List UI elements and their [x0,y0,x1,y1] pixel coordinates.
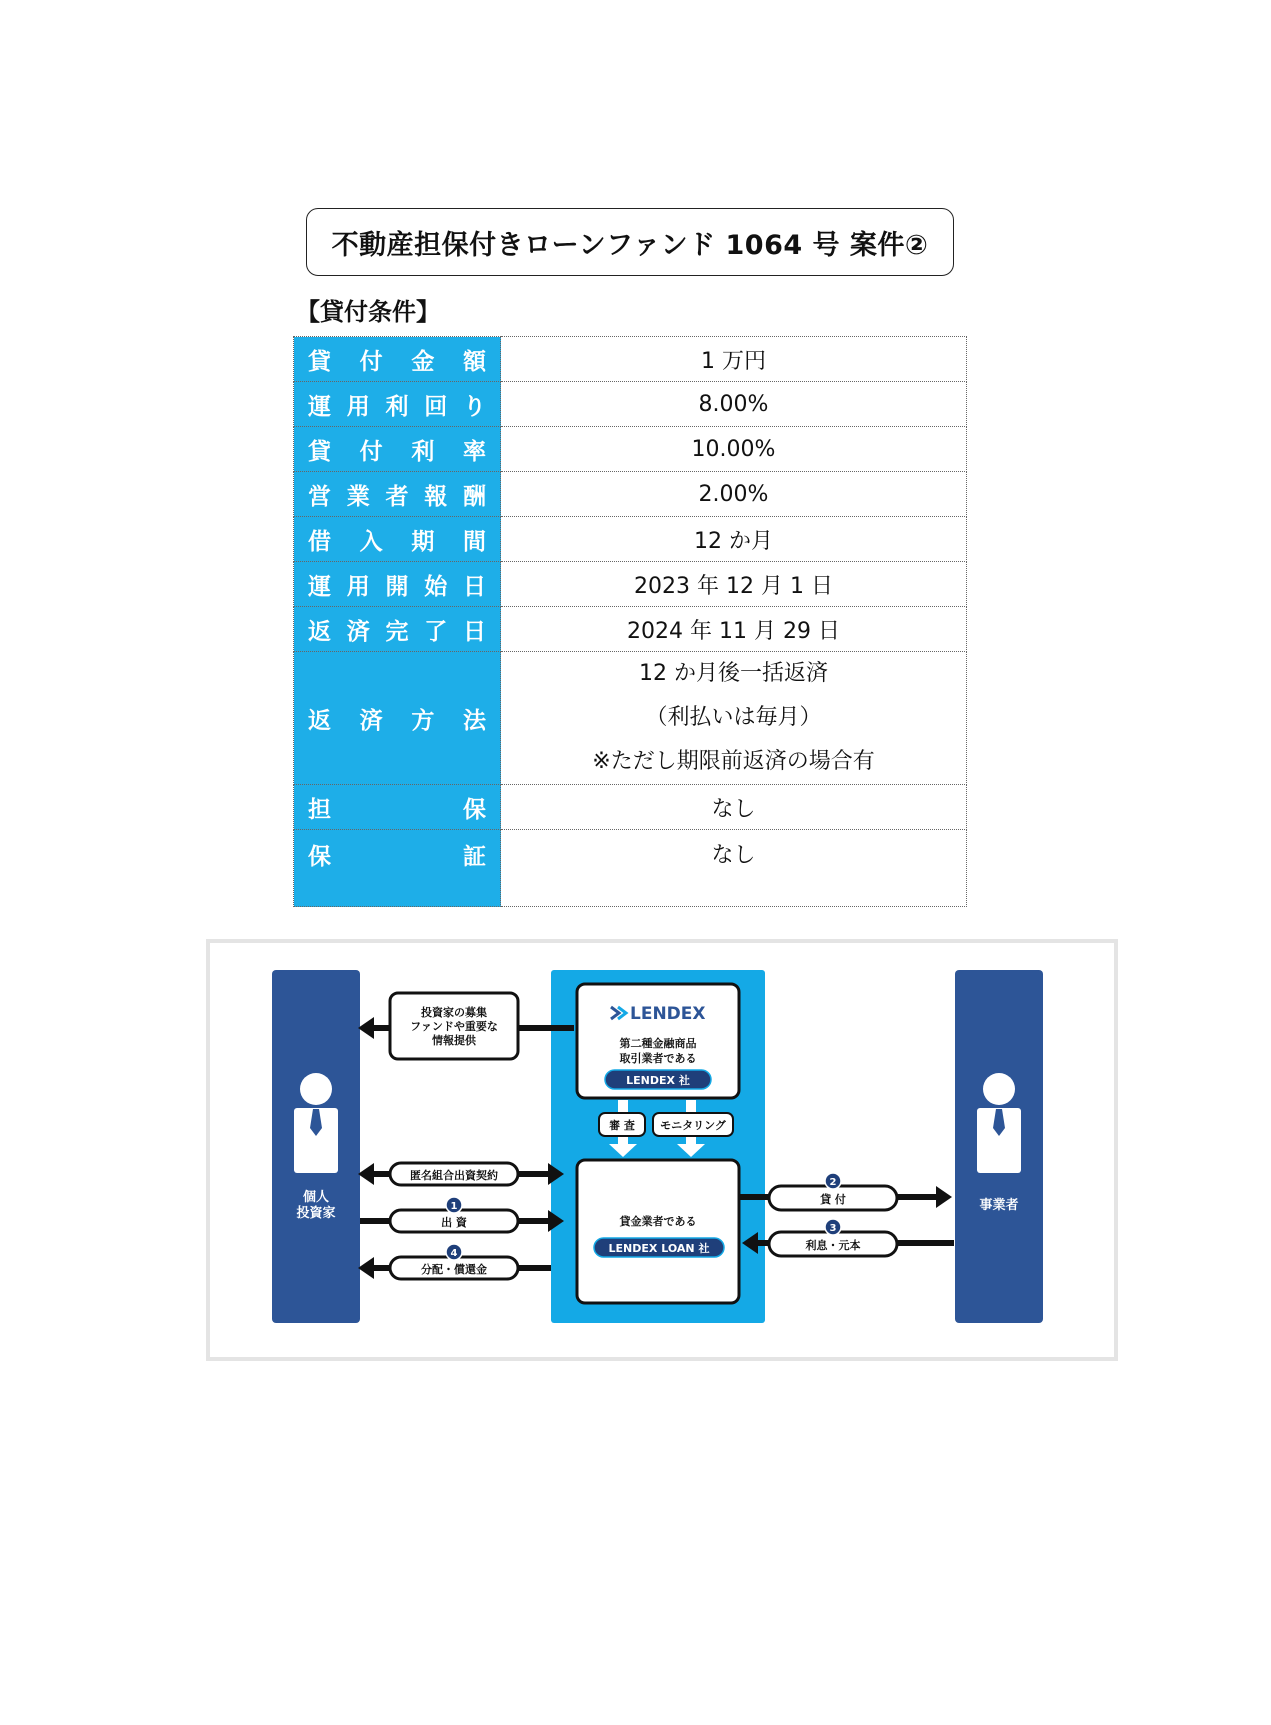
lendex-badge: LENDEX 社 [626,1074,690,1087]
lendex-loan-box [577,1160,739,1303]
label-char: 保 [463,796,486,823]
terms-row-label [294,517,501,562]
distribution-flow [358,1244,551,1279]
label-char: 返 [308,618,331,645]
investor-column [272,970,360,1323]
label-char: 報 [424,483,448,510]
label-char: 証 [463,844,486,870]
terms-row-label [294,427,501,472]
value-text: 2024 年 11 月 29 日 [627,618,840,644]
label-char: 営 [308,483,331,510]
label-char: 用 [346,573,370,600]
value-text: 1 万円 [701,348,766,374]
terms-row-value [501,337,967,382]
terms-row [294,652,967,785]
label-char: 利 [385,393,409,420]
terms-row-label [294,472,501,517]
terms-row [294,427,967,472]
business-label: 事業者 [979,1198,1019,1213]
label-char: 日 [463,573,486,600]
loan-flow [740,1173,952,1210]
label-char: 運 [308,393,331,420]
info-box-text: 投資家の募集ファンドや重要な情報提供 [410,1006,498,1047]
loan-label: 貸 付 [820,1193,846,1206]
review-label: 審 査 [609,1119,635,1132]
lendex-desc: 第二種金融商品取引業者である [619,1037,697,1065]
label-char: 済 [346,618,370,645]
terms-row-value [501,562,967,607]
contract-label: 匿名組合出資契約 [410,1169,498,1182]
value-text: 12 か月 [694,528,773,554]
investor-label: 個人投資家 [296,1190,336,1221]
label-char: 担 [308,796,331,823]
label-char: 酬 [463,483,486,510]
label-char: 開 [385,573,409,600]
label-char: 付 [359,438,383,465]
label-char: 保 [308,844,331,870]
loan-desc: 貸金業者である [619,1215,697,1228]
repay-flow [742,1219,954,1256]
terms-row [294,382,967,427]
terms-row-label [294,830,501,907]
value-text: 10.00% [691,436,776,462]
terms-row-label [294,607,501,652]
label-char: 期 [411,528,435,555]
business-column [955,970,1043,1323]
label-char: 額 [462,348,486,375]
value-line: 12 か月後一括返済 [639,661,828,686]
value-line: ※ただし期限前返済の場合有 [592,749,875,774]
terms-row-value [501,382,967,427]
terms-row-label [294,785,501,830]
distribution-num: 4 [450,1248,458,1259]
label-char: 方 [411,707,435,734]
label-char: 間 [462,528,486,555]
contract-flow [358,1163,564,1185]
terms-row [294,562,967,607]
loan-num: 2 [829,1177,837,1188]
terms-row [294,785,967,830]
loan-badge: LENDEX LOAN 社 [608,1242,710,1255]
investor-person-icon [294,1073,338,1173]
terms-row-value [501,517,967,562]
terms-row-value [501,652,967,785]
label-char: 運 [308,573,331,600]
value-text: なし [711,796,756,822]
repay-num: 3 [829,1223,837,1234]
label-char: 金 [411,348,435,375]
label-char: 済 [359,707,383,734]
terms-row [294,607,967,652]
terms-row-label [294,337,501,382]
label-char: 始 [424,573,448,600]
terms-row [294,472,967,517]
label-char: 業 [346,483,370,510]
terms-row-label [294,382,501,427]
value-text: 2023 年 12 月 1 日 [634,573,833,599]
label-char: 日 [463,618,486,645]
label-char: 完 [385,618,409,645]
label-char: 借 [308,528,331,555]
terms-row-value [501,830,967,907]
label-char: 入 [359,528,383,555]
terms-row [294,830,967,907]
label-char: 法 [462,707,486,734]
label-char: 用 [346,393,370,420]
value-text: 2.00% [698,481,769,507]
terms-row-value [501,785,967,830]
terms-row [294,337,967,382]
label-char: 回 [424,393,448,420]
terms-row-label [294,652,501,785]
label-char: 貸 [308,438,331,465]
label-char: 付 [359,348,383,375]
label-char: り [463,393,486,420]
repay-label: 利息・元本 [805,1239,861,1252]
value-line: （利払いは毎月） [645,705,822,730]
terms-row-value [501,472,967,517]
info-provision-flow [358,993,574,1059]
label-char: 率 [462,438,486,465]
label-char: 貸 [308,348,331,375]
value-text: なし [711,843,756,868]
invest-label: 出 資 [441,1216,467,1229]
section-label: 【貸付条件】 [296,298,440,326]
fund-structure-diagram [206,939,1118,1361]
invest-flow [360,1197,564,1232]
terms-row-value [501,607,967,652]
label-char: 了 [424,618,448,645]
label-char: 者 [385,483,409,510]
fund-title: 不動産担保付きローンファンド 1064 号 案件② [306,208,954,276]
lendex-box [577,984,739,1098]
loan-terms-table [293,336,967,907]
terms-row-label [294,562,501,607]
value-text: 8.00% [698,391,769,417]
label-char: 利 [411,438,435,465]
distribution-label: 分配・償還金 [421,1263,487,1276]
terms-row [294,517,967,562]
invest-num: 1 [450,1201,458,1212]
monitoring-label: モニタリング [660,1119,726,1132]
lendex-logo-text: LENDEX [630,1004,706,1024]
terms-row-value [501,427,967,472]
label-char: 返 [308,707,331,734]
business-person-icon [977,1073,1021,1173]
